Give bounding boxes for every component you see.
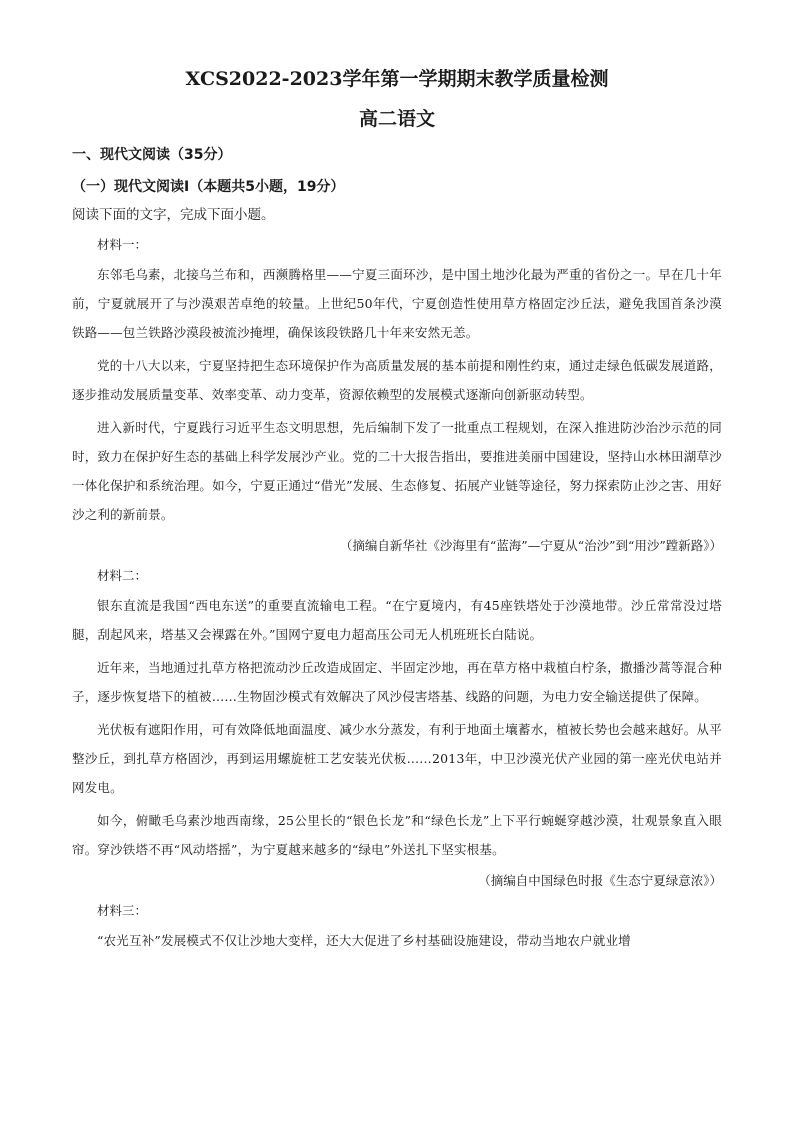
paragraph: 如今，俯瞰毛乌素沙地西南缘，25公里长的“银色长龙”和“绿色长龙”上下平行蜿蜒穿越沙漠，壮观景象直入眼帘。穿沙铁塔不再“风动塔摇”，为宁夏越来越多的“绿电”外送扎下坚实根基。: [72, 813, 722, 857]
document-subtitle: 高二语文: [358, 108, 435, 130]
material-label: 材料三：: [97, 903, 148, 918]
paragraph: 东邻毛乌素，北接乌兰布和，西濒腾格里——宁夏三面环沙，是中国土地沙化最为严重的省份之一。早在几十年前，宁夏就展开了与沙漠艰苦卓绝的较量。上世纪50年代，宁夏创造性使用草方格固定沙丘法，避免我国首条沙漠铁路——包兰铁路沙漠段被流沙掩埋，确保该段铁路几十年来安然无恙。: [72, 267, 722, 340]
document-title: XCS2022-2023学年第一学期期末教学质量检测: [185, 68, 609, 90]
reading-instruction: 阅读下面的文字，完成下面小题。: [72, 207, 275, 223]
material-label: 材料二：: [97, 568, 148, 583]
section-heading: 一、现代文阅读（35分）: [72, 147, 232, 163]
part-heading: （一）现代文阅读Ⅰ（本题共5小题，19分）: [72, 179, 345, 195]
paragraph: 党的十八大以来，宁夏坚持把生态环境保护作为高质量发展的基本前提和刚性约束，通过走绿色低碳发展道路，逐步推动发展质量变革、效率变革、动力变革，资源依赖型的发展模式逐渐向创新驱动转型。: [72, 358, 722, 402]
document-page: [72, 66, 722, 955]
material-label: 材料一：: [97, 237, 148, 252]
paragraph: 进入新时代，宁夏践行习近平生态文明思想，先后编制下发了一批重点工程规划，在深入推进防沙治沙示范的同时，致力在保护好生态的基础上科学发展沙产业。党的二十大报告指出，要推进美丽中国建设，坚持山水林田湖草沙一体化保护和系统治理。如今，宁夏正通过“借光”发展、生态修复、拓展产业链等途径，努力探索防止沙之害、用好沙之利的新前景。: [72, 420, 722, 522]
paragraph: “农光互补”发展模式不仅让沙地大变样，还大大促进了乡村基础设施建设，带动当地农户就业增: [97, 933, 631, 948]
paragraph: 银东直流是我国“西电东送”的重要直流输电工程。“在宁夏境内，有45座铁塔处于沙漠地带。沙丘常常没过塔腿，刮起风来，塔基又会裸露在外。”国网宁夏电力超高压公司无人机班班长白陆说。: [72, 598, 722, 642]
paragraph: 近年来，当地通过扎草方格把流动沙丘改造成固定、半固定沙地，再在草方格中栽植白柠条，撒播沙蒿等混合种子，逐步恢复塔下的植被……生物固沙模式有效解决了风沙侵害塔基、线路的问题，为电力安全输送提供了保障。: [72, 660, 722, 704]
source-citation: （摘编自新华社《沙海里有“蓝海”—宁夏从“治沙”到“用沙”蹚新路》）: [339, 538, 722, 553]
source-citation: （摘编自中国绿色时报《生态宁夏绿意浓》）: [478, 873, 722, 888]
paragraph: 光伏板有遮阳作用，可有效降低地面温度、减少水分蒸发，有利于地面土壤蓄水，植被长势也会越来越好。从平整沙丘，到扎草方格固沙，再到运用螺旋桩工艺安装光伏板……2013年，中卫沙漠光伏产业园的第一座光伏电站并网发电。: [72, 722, 722, 795]
